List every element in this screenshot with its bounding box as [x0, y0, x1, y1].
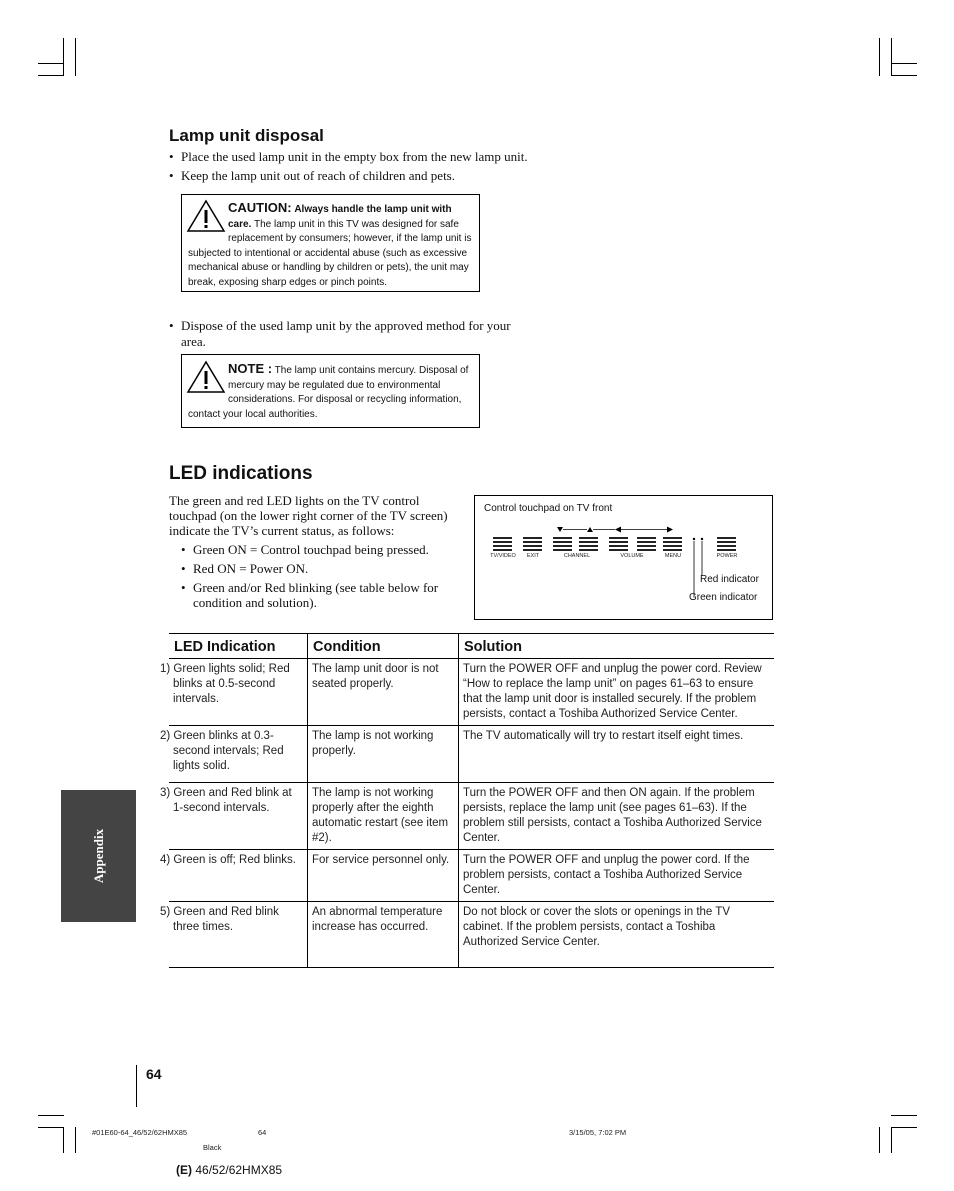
table-row — [169, 902, 774, 968]
touchpad-button — [493, 537, 512, 552]
appendix-tab — [61, 790, 136, 922]
cell-condition: An abnormal temperature increase has occurred. — [308, 902, 459, 968]
touchpad-button — [637, 537, 656, 552]
crop-mark — [63, 38, 64, 76]
bullet-item: • Keep the lamp unit out of reach of children and pets. — [169, 168, 455, 183]
table-row — [169, 726, 774, 783]
button-label: POWER — [716, 553, 738, 559]
arrow-markers — [555, 525, 685, 535]
footer-page: 64 — [258, 1128, 267, 1137]
note-text: The lamp unit contains mercury. Disposal of mercury may be regulated due to environmental considerations. For disposal or recycling information, contact your local authorities. — [188, 365, 469, 420]
crop-mark — [891, 1127, 917, 1128]
crop-mark — [75, 1127, 76, 1153]
touchpad-button — [717, 537, 736, 552]
cell-solution: Turn the POWER OFF and unplug the power cord. If the problem persists, contact a Toshiba Authorized Service Center. — [459, 850, 775, 902]
crop-mark — [63, 1127, 64, 1153]
table-header: Solution — [459, 634, 775, 659]
footer-file: #01E60-64_46/52/62HMX85 — [92, 1128, 188, 1137]
crop-mark — [891, 75, 917, 76]
cell-solution: Do not block or cover the slots or openings in the TV cabinet. If the problem persists, contact a Toshiba Authorized Service Center. — [459, 902, 775, 968]
table-header: LED Indication — [169, 634, 308, 659]
model-prefix: (E) — [176, 1163, 192, 1177]
section-title-led: LED indications — [169, 463, 313, 484]
cell-condition: The lamp is not working properly after the eighth automatic restart (see item #2). — [308, 783, 459, 850]
table-row — [169, 783, 774, 850]
appendix-tab-label: Appendix — [90, 828, 106, 884]
cell-indication: 2) Green blinks at 0.3-second intervals; Red lights solid. — [169, 726, 308, 783]
note-label: NOTE : — [228, 361, 273, 376]
crop-mark — [891, 1115, 917, 1116]
model-number — [176, 1163, 282, 1177]
warning-triangle-icon — [184, 360, 228, 394]
cell-indication: 1) Green lights solid; Red blinks at 0.5-second intervals. — [169, 659, 308, 726]
cell-indication: 3) Green and Red blink at 1-second intervals. — [169, 783, 308, 850]
caution-text: The lamp unit in this TV was designed for safe replacement by consumers; however, if the lamp unit is subjected to intentional or accidental abuse (such as excessive mechanical abuse or handling by children or pets), the unit may break, exposing sharp edges or pinch points. — [188, 218, 472, 288]
footer-date: 3/15/05, 7:02 PM — [569, 1128, 627, 1137]
bullet-item: • Place the used lamp unit in the empty box from the new lamp unit. — [169, 149, 528, 164]
caution-label: CAUTION: — [228, 200, 292, 215]
table-row — [169, 659, 774, 726]
table-header: Condition — [308, 634, 459, 659]
touchpad-button — [523, 537, 542, 552]
green-indicator-label: Green indicator — [689, 592, 758, 603]
cell-solution: Turn the POWER OFF and unplug the power cord. Review “How to replace the lamp unit” on pages 61–63 to ensure that the lamp unit door is installed securely. If the problem persists, contact a Toshiba Authorized Service Center. — [459, 659, 775, 726]
touchpad-button — [609, 537, 628, 552]
crop-mark — [891, 38, 892, 76]
cell-indication: 5) Green and Red blink three times. — [169, 902, 308, 968]
crop-mark — [38, 1127, 64, 1128]
button-label: EXIT — [526, 553, 540, 559]
button-label: VOLUME — [620, 553, 644, 559]
touchpad-button — [579, 537, 598, 552]
button-label: CHANNEL — [563, 553, 591, 559]
cell-condition: For service personnel only. — [308, 850, 459, 902]
crop-mark — [38, 63, 64, 64]
touchpad-diagram — [474, 495, 773, 620]
caution-lead: Always handle the lamp unit with care. — [228, 204, 452, 230]
crop-mark — [879, 1127, 880, 1153]
cell-solution: The TV automatically will try to restart itself eight times. — [459, 726, 775, 783]
table-row — [169, 850, 774, 902]
page-number: 64 — [146, 1066, 162, 1082]
touchpad-button — [663, 537, 682, 552]
crop-mark — [38, 1115, 64, 1116]
bullet-item: • Red ON = Power ON. — [181, 561, 309, 576]
cell-condition: The lamp unit door is not seated properly. — [308, 659, 459, 726]
red-indicator-label: Red indicator — [700, 574, 759, 585]
crop-mark — [38, 75, 64, 76]
button-label: MENU — [664, 553, 682, 559]
crop-mark — [75, 38, 76, 76]
touchpad-button — [553, 537, 572, 552]
cell-condition: The lamp is not working properly. — [308, 726, 459, 783]
cell-solution: Turn the POWER OFF and then ON again. If the problem persists, replace the lamp unit (see pages 61–63). If the problem still persists, contact a Toshiba Authorized Service Center. — [459, 783, 775, 850]
page-number-rule — [136, 1065, 137, 1107]
model-text: 46/52/62HMX85 — [195, 1163, 283, 1177]
led-table — [160, 633, 774, 968]
footer-color: Black — [203, 1143, 222, 1152]
caution-box — [181, 194, 480, 292]
bullet-item: • Green ON = Control touchpad being pressed. — [181, 542, 429, 557]
note-box — [181, 354, 480, 428]
crop-mark — [891, 63, 917, 64]
led-intro: The green and red LED lights on the TV control touchpad (on the lower right corner of the TV screen) indicate the TV’s current status, as follows: — [169, 493, 448, 538]
crop-mark — [879, 38, 880, 76]
cell-indication: 4) Green is off; Red blinks. — [169, 850, 308, 902]
diagram-title: Control touchpad on TV front — [484, 503, 613, 514]
bullet-item: • Green and/or Red blinking (see table below for condition and solution). — [181, 580, 439, 610]
bullet-item: • Dispose of the used lamp unit by the approved method for your area. — [169, 318, 511, 349]
crop-mark — [891, 1127, 892, 1153]
section-title-lamp-disposal: Lamp unit disposal — [169, 126, 324, 145]
button-label: TV/VIDEO — [490, 553, 516, 559]
warning-triangle-icon — [184, 199, 228, 233]
